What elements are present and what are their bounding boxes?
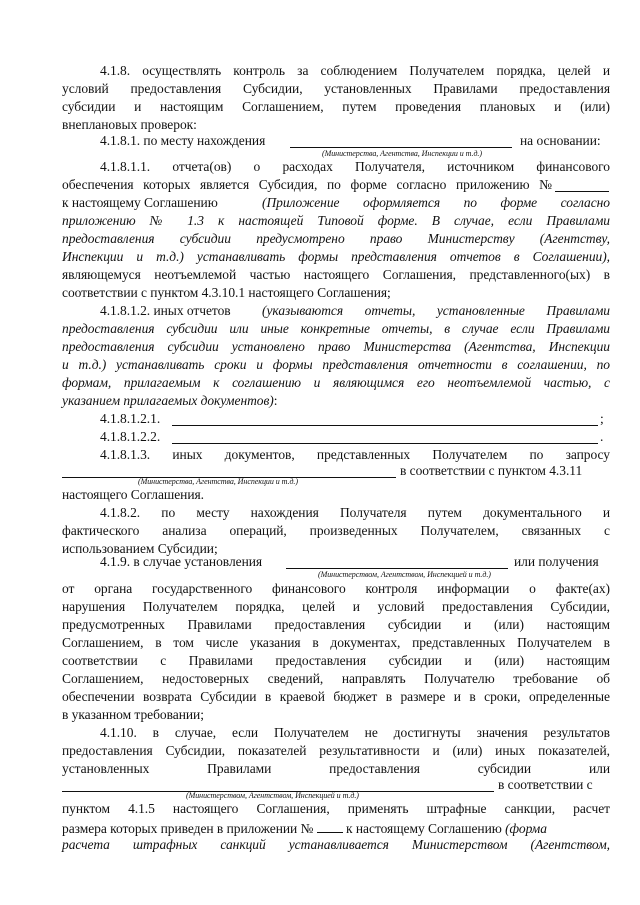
paragraph-4-1-9-line: соответствии с Правилами предоставления субсидии и (или) настоящим: [62, 653, 610, 668]
paragraph-4-1-8-line: внеплановых проверок:: [62, 117, 197, 132]
paragraph-4-1-8-1-2-note: предоставления субсидии установлено право Министерства (Агентства, Инспекции: [62, 339, 610, 354]
field-caption: (Министерства, Агентства, Инспекции и т.д.): [322, 149, 482, 158]
paragraph-4-1-9-line: нарушения Получателем порядка, целей и условий предоставления Субсидии,: [62, 599, 610, 614]
paragraph-4-1-8-1-2-note: [62, 392, 610, 410]
paragraph-4-1-8-2-line: фактического анализа операций, произведенных Получателем, связанных с: [62, 523, 610, 538]
item-4-1-8-1-2-2-lead: 4.1.8.1.2.2.: [100, 429, 161, 444]
paragraph-4-1-10-tail: в соответствии с: [498, 777, 593, 792]
paragraph-4-1-10-line: пунктом 4.1.5 настоящего Соглашения, применять штрафные санкции, расчет: [62, 801, 610, 816]
paragraph-4-1-10-line: 4.1.10. в случае, если Получателем не достигнуты значения результатов: [100, 725, 610, 740]
paragraph-4-1-8-1-1-note: (Приложение оформляется по форме согласно: [262, 195, 610, 210]
paragraph-4-1-10-line: предоставления Субсидии, показателей результативности и (или) иных показателей,: [62, 743, 610, 758]
item-end: .: [600, 429, 604, 444]
paragraph-4-1-8-1-tail: на основании:: [520, 133, 601, 148]
paragraph-4-1-9-line: Соглашением, недостоверных сведений, направлять Получателю требование об: [62, 671, 610, 686]
paragraph-4-1-8-1-1-line: 4.1.8.1.1. отчета(ов) о расходах Получателя, источником финансового: [100, 159, 610, 174]
fill-in-blank[interactable]: [172, 410, 598, 426]
paragraph-4-1-8-1-3-line: настоящего Соглашения.: [62, 487, 205, 502]
appendix-number-blank[interactable]: [555, 176, 609, 192]
paragraph-4-1-8-1-1-line: являющемуся неотъемлемой частью настоящего Соглашения, представленного(ых) в: [62, 267, 610, 282]
fill-in-blank[interactable]: [290, 132, 512, 148]
text-run: к настоящему Соглашению: [346, 821, 502, 836]
paragraph-4-1-9-line: обеспечении возврата Субсидии в краевой бюджет в размере и в сроки, определенные: [62, 689, 610, 704]
note-text: указанием прилагаемых документов): [62, 393, 274, 408]
fill-in-blank[interactable]: [62, 776, 494, 792]
paragraph-4-1-8-1-1-line: обеспечения которых является Субсидия, по форме согласно приложению №: [62, 177, 552, 192]
paragraph-4-1-8-1-2-note: формам, прилагаемым к соглашению и являющимся его неотъемлемой частью, с: [62, 375, 610, 390]
paragraph-4-1-8-1-1-line: соответствии с пунктом 4.3.10.1 настоящего Соглашения;: [62, 285, 391, 300]
item-4-1-8-1-2-1-lead: 4.1.8.1.2.1.: [100, 411, 161, 426]
paragraph-4-1-9-line: от органа государственного финансового контроля информации о факте(ах): [62, 581, 610, 596]
field-caption: (Министерством, Агентством, Инспекцией и т.д.): [186, 791, 359, 800]
field-caption: (Министерства, Агентства, Инспекции и т.д.): [138, 477, 298, 486]
paragraph-4-1-10-line: установленных Правилами предоставления субсидии или: [62, 761, 610, 776]
paragraph-4-1-8-1-2-note: и т.д.) устанавливать сроки и формы представления отчетности в соглашении, по: [62, 357, 610, 372]
paragraph-4-1-9-lead: 4.1.9. в случае установления: [100, 554, 263, 569]
paragraph-4-1-8-1-1-note: приложению № 1.3 к настоящей Типовой форме. В случае, если Правилами: [62, 213, 610, 228]
fill-in-blank[interactable]: [172, 428, 598, 444]
paragraph-4-1-8-1-1-note: предоставления субсидии предусмотрено право Министерству (Агентству,: [62, 231, 610, 246]
paragraph-4-1-8-1-2-note: (указываются отчеты, установленные Правилами: [262, 303, 610, 318]
paragraph-4-1-8-line: субсидии и настоящим Соглашением, путем проведения плановых и (или): [62, 99, 610, 114]
paragraph-4-1-8-1-3-tail: в соответствии с пунктом 4.3.11: [400, 463, 583, 478]
paragraph-4-1-8-1-1-line: к настоящему Соглашению: [62, 195, 218, 210]
item-end: ;: [600, 411, 604, 426]
paragraph-4-1-9-line: Соглашением, в том числе указания в документах, представленных Получателем в: [62, 635, 610, 650]
text-run: размера которых приведен в приложении №: [62, 821, 314, 836]
paragraph-4-1-8-1-lead: 4.1.8.1. по месту нахождения: [100, 133, 266, 148]
paragraph-4-1-8-1-3-line: 4.1.8.1.3. иных документов, представленных Получателем по запросу: [100, 447, 610, 462]
fill-in-blank[interactable]: [62, 462, 396, 478]
paragraph-4-1-8-1-1-note: Инспекции и т.д.) устанавливать формы представления отчетов в Соглашении),: [62, 249, 610, 264]
paragraph-4-1-10-note: расчета штрафных санкций устанавливается Министерством (Агентством,: [62, 837, 610, 852]
note-end: :: [273, 393, 278, 408]
appendix-number-blank[interactable]: [317, 818, 343, 833]
paragraph-4-1-9-line: в указанном требовании;: [62, 707, 204, 722]
paragraph-4-1-9-tail: или получения: [514, 554, 599, 569]
paragraph-4-1-8-2-line: использованием Субсидии;: [62, 541, 218, 556]
paragraph-4-1-8-2-line: 4.1.8.2. по месту нахождения Получателя путем документального и: [100, 505, 610, 520]
paragraph-4-1-10-line: [62, 818, 610, 836]
paragraph-4-1-8-1-2-lead: 4.1.8.1.2. иных отчетов: [100, 303, 231, 318]
note-text: (форма: [505, 821, 547, 836]
paragraph-4-1-8-1-2-note: предоставления субсидии или иные конкретные отчеты, в случае если Правилами: [62, 321, 610, 336]
fill-in-blank[interactable]: [286, 553, 508, 569]
paragraph-4-1-9-line: предусмотренных Правилами предоставления субсидии и (или) настоящим: [62, 617, 610, 632]
paragraph-4-1-8-line: 4.1.8. осуществлять контроль за соблюдением Получателем порядка, целей и: [100, 63, 610, 78]
field-caption: (Министерством, Агентством, Инспекцией и т.д.): [318, 570, 491, 579]
paragraph-4-1-8-line: условий предоставления Субсидии, установленных Правилами предоставления: [62, 81, 610, 96]
